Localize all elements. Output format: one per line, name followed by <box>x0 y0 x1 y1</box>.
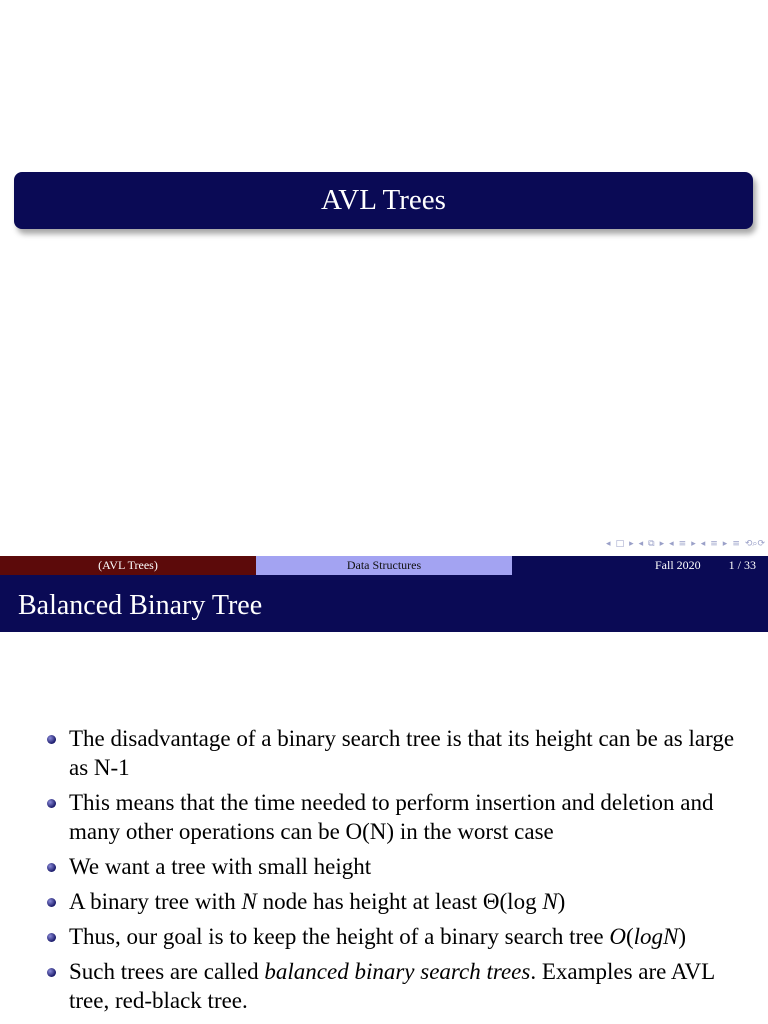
list-item <box>44 852 754 881</box>
subsubsection-next-icon[interactable]: ▸ <box>722 539 728 549</box>
search-icon[interactable]: ⟲⌕⟳ <box>744 539 765 549</box>
bullet-icon <box>47 863 56 872</box>
bullet-text-post: ) <box>678 924 687 949</box>
presentation-title: AVL Trees <box>321 184 446 216</box>
bullet-text-pre: Such trees are called <box>69 959 265 984</box>
bullet-text-mid: node has height at least Θ(log <box>256 889 543 914</box>
bullet-icon <box>47 898 56 907</box>
subsection-next-icon[interactable]: ▸ <box>659 539 665 549</box>
list-item <box>44 724 754 782</box>
list-item <box>44 957 754 1015</box>
math-var: N <box>241 889 257 914</box>
bullet-list <box>44 724 754 1021</box>
subsection-prev-icon[interactable]: ◂ <box>638 539 644 549</box>
bullet-text-pre: Thus, our goal is to keep the height of a binary search tree <box>69 924 610 949</box>
section-prev-icon[interactable]: ◂ <box>669 539 674 549</box>
subsubsection-icon[interactable]: ≡ <box>710 539 718 549</box>
footline-right <box>512 556 768 575</box>
footline-page-number: 1 / 33 <box>728 558 756 572</box>
frame-title-bar <box>0 575 768 632</box>
footline-short-title: (AVL Trees) <box>0 556 256 575</box>
frame-title: Balanced Binary Tree <box>18 590 263 621</box>
math-var: logN <box>633 924 679 949</box>
emphasis-term: balanced binary search trees <box>264 959 531 984</box>
bullet-text: The disadvantage of a binary search tree is that its height can be as large as N-1 <box>69 726 735 780</box>
bullet-text-post: ) <box>557 889 566 914</box>
bullet-text-post: . Examples are AVL tree, red-black tree. <box>69 959 715 1013</box>
bullet-icon <box>47 968 56 977</box>
subsection-icon[interactable]: ⧉ <box>648 539 655 549</box>
bullet-icon <box>47 799 56 808</box>
footline-course: Data Structures <box>256 556 512 575</box>
math-var: O <box>609 924 626 949</box>
bullet-icon <box>47 933 56 942</box>
list-item <box>44 887 754 916</box>
section-icon[interactable]: ≡ <box>678 539 687 549</box>
bullet-text: We want a tree with small height <box>69 854 372 879</box>
bullet-icon <box>47 735 56 744</box>
footline-date: Fall 2020 <box>654 558 701 572</box>
math-var: N <box>542 889 558 914</box>
document-icon[interactable]: ≡ <box>732 539 740 549</box>
subsubsection-prev-icon[interactable]: ◂ <box>700 539 706 549</box>
frame-icon[interactable]: □ <box>615 539 625 549</box>
bullet-text-mid: ( <box>625 924 634 949</box>
frame-prev-icon[interactable]: ◂ <box>606 539 611 549</box>
bullet-text-pre: A binary tree with <box>69 889 242 914</box>
bullet-text: This means that the time needed to perform insertion and deletion and many other operations can be O(N) in the worst case <box>69 790 714 844</box>
title-banner <box>14 172 753 229</box>
list-item <box>44 788 754 846</box>
frame-next-icon[interactable]: ▸ <box>629 539 634 549</box>
section-next-icon[interactable]: ▸ <box>691 539 696 549</box>
beamer-navigation-bar <box>500 537 765 551</box>
list-item <box>44 922 754 951</box>
footline <box>0 556 768 575</box>
